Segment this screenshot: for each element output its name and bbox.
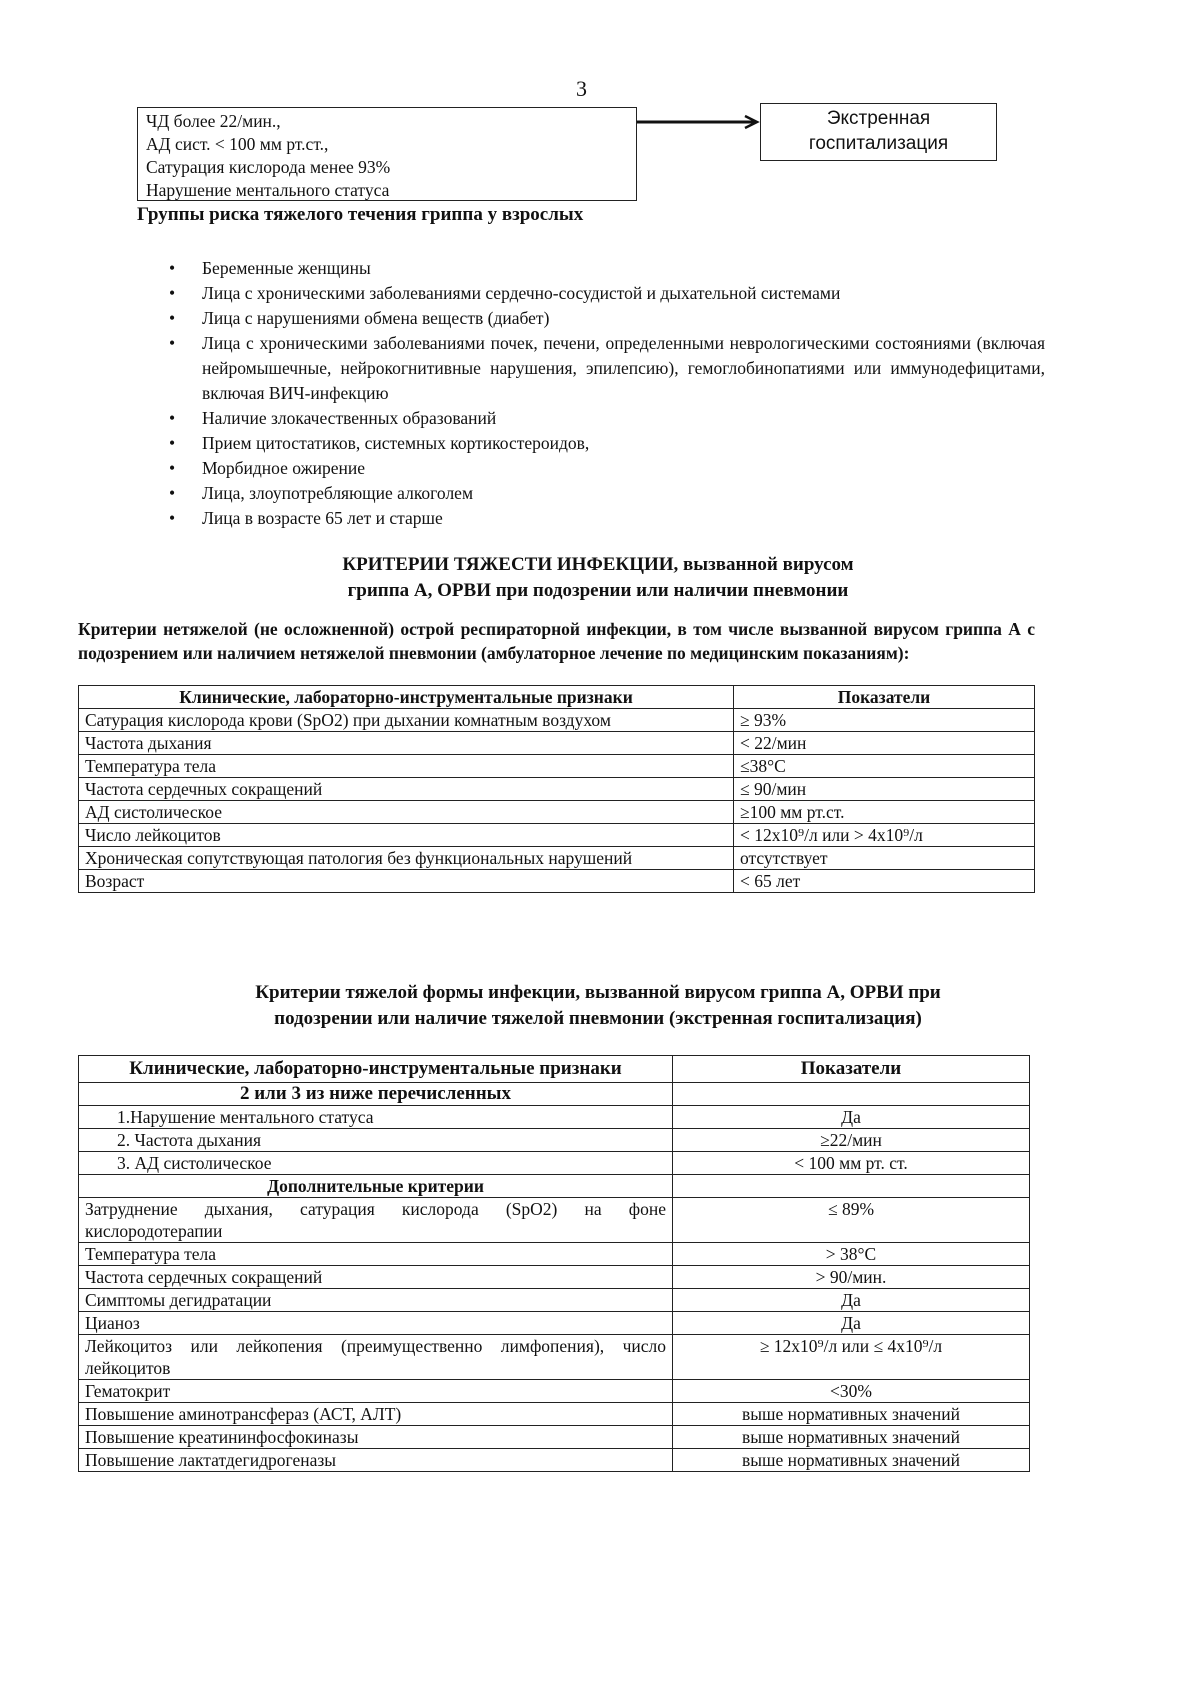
- empty-cell: [673, 1083, 1030, 1106]
- column-header: Показатели: [673, 1056, 1030, 1083]
- value-cell: ≥ 12x10⁹/л или ≤ 4x10⁹/л: [673, 1335, 1030, 1380]
- value-cell: < 22/мин: [734, 732, 1035, 755]
- value-cell: ≤ 90/мин: [734, 778, 1035, 801]
- list-item: • Прием цитостатиков, системных кортикостероидов,: [165, 431, 1045, 456]
- table-row: [79, 1449, 1030, 1472]
- arrow-right-icon: [637, 114, 761, 130]
- list-item: • Лица с нарушениями обмена веществ (диабет): [165, 306, 1045, 331]
- criterion-cell: Повышение лактатдегидрогеназы: [79, 1449, 673, 1472]
- additional-label: Дополнительные критерии: [79, 1175, 673, 1198]
- value-cell: выше нормативных значений: [673, 1403, 1030, 1426]
- column-header: Клинические, лабораторно-инструментальные признаки: [79, 686, 734, 709]
- criterion-cell: Сатурация кислорода крови (SpO2) при дыхании комнатным воздухом: [79, 709, 734, 732]
- criterion-cell: 3. АД систолическое: [79, 1152, 673, 1175]
- list-item: • Морбидное ожирение: [165, 456, 1045, 481]
- table-row: [79, 1152, 1030, 1175]
- list-item: • Лица в возрасте 65 лет и старше: [165, 506, 1045, 531]
- empty-cell: [673, 1175, 1030, 1198]
- value-cell: ≥ 93%: [734, 709, 1035, 732]
- value-cell: < 12x10⁹/л или > 4x10⁹/л: [734, 824, 1035, 847]
- mild-criteria-intro: Критерии нетяжелой (не осложненной) острой респираторной инфекции, в том числе вызванной вирусом гриппа А с подозрением или наличием нетяжелой пневмонии (амбулаторное лечение по медицинским показаниям):: [78, 619, 1035, 663]
- table-row: [79, 870, 1035, 893]
- criterion-cell: Число лейкоцитов: [79, 824, 734, 847]
- criteria-line: АД сист. < 100 мм рт.ст.,: [146, 134, 329, 154]
- table-row: [79, 732, 1035, 755]
- table-header-row: [79, 686, 1035, 709]
- criterion-cell: Частота сердечных сокращений: [79, 778, 734, 801]
- table-row: [79, 1380, 1030, 1403]
- table-row: [79, 1243, 1030, 1266]
- criterion-cell: Повышение аминотрансфераз (АСТ, АЛТ): [79, 1403, 673, 1426]
- value-cell: ≥22/мин: [673, 1129, 1030, 1152]
- criterion-cell: Температура тела: [79, 1243, 673, 1266]
- value-cell: ≤38°С: [734, 755, 1035, 778]
- value-cell: Да: [673, 1106, 1030, 1129]
- table-row: [79, 778, 1035, 801]
- criterion-cell: Симптомы дегидратации: [79, 1289, 673, 1312]
- table-row: [79, 1426, 1030, 1449]
- criterion-cell: АД систолическое: [79, 801, 734, 824]
- table-row: [79, 1266, 1030, 1289]
- criteria-line: Нарушение ментального статуса: [146, 180, 390, 200]
- hospitalization-criteria-box: [137, 107, 637, 201]
- heading-line: КРИТЕРИИ ТЯЖЕСТИ ИНФЕКЦИИ, вызванной вирусом: [342, 554, 854, 575]
- list-item: • Беременные женщины: [165, 256, 1045, 281]
- column-header: Показатели: [734, 686, 1035, 709]
- risk-groups-heading: Группы риска тяжелого течения гриппа у взрослых: [137, 204, 584, 225]
- list-item: • Лица, злоупотребляющие алкоголем: [165, 481, 1045, 506]
- criterion-cell: Частота сердечных сокращений: [79, 1266, 673, 1289]
- hosp-line: госпитализация: [808, 133, 949, 154]
- mild-criteria-table: [78, 685, 1035, 893]
- value-cell: Да: [673, 1289, 1030, 1312]
- table-row: [79, 1106, 1030, 1129]
- page-number: 3: [576, 76, 587, 101]
- criterion-cell: Затруднение дыхания, сатурация кислорода (SpO2) на фоне кислородотерапии: [79, 1198, 673, 1243]
- list-item: • Лица с хроническими заболеваниями сердечно-сосудистой и дыхательной системами: [165, 281, 1045, 306]
- value-cell: выше нормативных значений: [673, 1449, 1030, 1472]
- severity-heading: [100, 552, 1096, 604]
- value-cell: < 100 мм рт. ст.: [673, 1152, 1030, 1175]
- table-row: [79, 755, 1035, 778]
- table-row: [79, 824, 1035, 847]
- criterion-cell: Лейкоцитоз или лейкопения (преимущественно лимфопения), число лейкоцитов: [79, 1335, 673, 1380]
- table-row: [79, 847, 1035, 870]
- criterion-cell: Частота дыхания: [79, 732, 734, 755]
- heading-line: Критерии тяжелой формы инфекции, вызванной вирусом гриппа А, ОРВИ при: [255, 982, 941, 1003]
- risk-groups-list: [165, 256, 1045, 531]
- group-row: [79, 1083, 1030, 1106]
- criterion-cell: Температура тела: [79, 755, 734, 778]
- table-row: [79, 1198, 1030, 1243]
- table-row: [79, 1289, 1030, 1312]
- criterion-cell: Гематокрит: [79, 1380, 673, 1403]
- criteria-line: Сатурация кислорода менее 93%: [146, 157, 391, 177]
- value-cell: > 38°С: [673, 1243, 1030, 1266]
- heading-line: гриппа А, ОРВИ при подозрении или наличии пневмонии: [347, 580, 849, 601]
- list-item: • Наличие злокачественных образований: [165, 406, 1045, 431]
- table-header-row: [79, 1056, 1030, 1083]
- emergency-hospitalization-box: [760, 103, 997, 161]
- heading-line: подозрении или наличие тяжелой пневмонии (экстренная госпитализация): [274, 1008, 922, 1029]
- additional-criteria-row: [79, 1175, 1030, 1198]
- criterion-cell: Возраст: [79, 870, 734, 893]
- severe-criteria-heading: [100, 980, 1096, 1032]
- criterion-cell: 1.Нарушение ментального статуса: [79, 1106, 673, 1129]
- criterion-cell: Повышение креатининфосфокиназы: [79, 1426, 673, 1449]
- table-row: [79, 801, 1035, 824]
- value-cell: > 90/мин.: [673, 1266, 1030, 1289]
- value-cell: ≥100 мм рт.ст.: [734, 801, 1035, 824]
- value-cell: отсутствует: [734, 847, 1035, 870]
- criterion-cell: Цианоз: [79, 1312, 673, 1335]
- criterion-cell: 2. Частота дыхания: [79, 1129, 673, 1152]
- table-row: [79, 1335, 1030, 1380]
- severe-criteria-table: [78, 1055, 1030, 1472]
- table-row: [79, 1403, 1030, 1426]
- hosp-line: Экстренная: [826, 108, 931, 129]
- column-header: Клинические, лабораторно-инструментальные признаки: [79, 1056, 673, 1083]
- table-row: [79, 709, 1035, 732]
- list-item: • Лица с хроническими заболеваниями почек, печени, определенными неврологическими состояниями (включая нейромышечные, нейрокогнитивные нарушения, эпилепсию), гемоглобинопатиями или иммунодефицитами, включая ВИЧ-инфекцию: [165, 331, 1045, 406]
- value-cell: Да: [673, 1312, 1030, 1335]
- value-cell: выше нормативных значений: [673, 1426, 1030, 1449]
- criterion-cell: Хроническая сопутствующая патология без функциональных нарушений: [79, 847, 734, 870]
- value-cell: ≤ 89%: [673, 1198, 1030, 1243]
- value-cell: <30%: [673, 1380, 1030, 1403]
- value-cell: < 65 лет: [734, 870, 1035, 893]
- table-row: [79, 1312, 1030, 1335]
- group-label: 2 или 3 из ниже перечисленных: [79, 1083, 673, 1106]
- criteria-line: ЧД более 22/мин.,: [146, 111, 281, 131]
- table-row: [79, 1129, 1030, 1152]
